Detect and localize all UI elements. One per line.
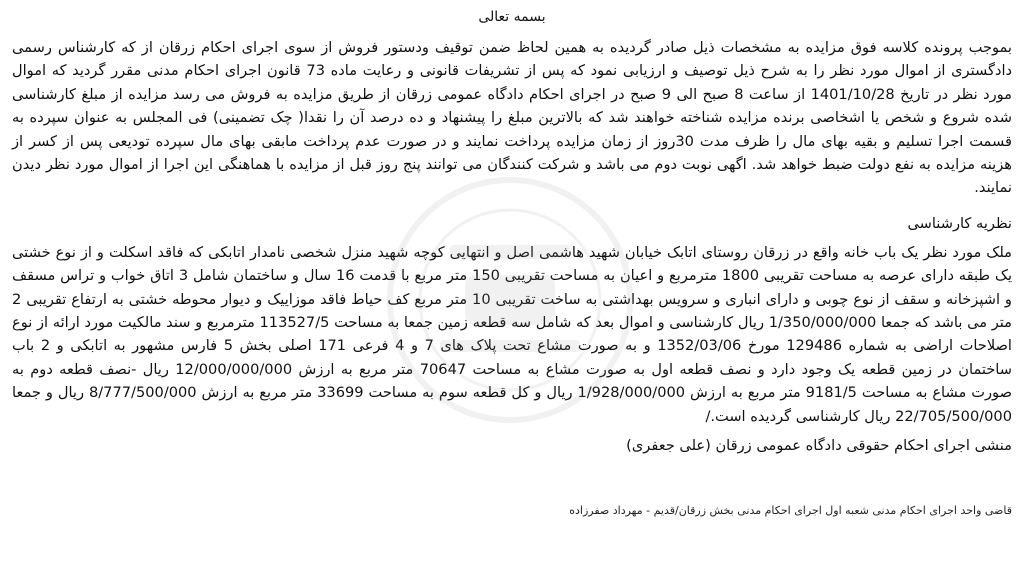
section-title: نظریه کارشناسی — [907, 214, 1012, 232]
document-heading: بسمه تعالی — [478, 9, 546, 25]
secretary-signature-line: منشی اجرای احکام حقوقی دادگاه عمومی زرقان (علی جعفری) — [626, 437, 1012, 455]
footer-judge-line: قاضی واحد اجرای احکام مدنی شعبه اول اجرای احکام مدنی بخش زرقان/قدیم - مهرداد صفرزاده — [569, 504, 1012, 517]
expert-opinion-paragraph: ملک مورد نظر یک باب خانه واقع در زرقان روستای اتابک خیابان شهید هاشمی اصل و انتهایی کوچه شهید منزل شخصی نامدار اتابکی که فاقد اسکلت و از نوع خشتی یک طبقه دارای عرصه به مساحت تقریبی 1800 مترمربع و اعیان به مساحت تقریبی 150 متر مربع با قدمت 16 سال و ساختمان شامل 3 اتاق خواب و تراس مسقف و اشپزخانه و سقف از نوع چوبی و دارای انباری و سرویس بهداشتی به ساخت تقریبی 10 متر مربع کف حیاط فاقد موزاییک و دیوار محوطه خشتی به ارتفاع تقریبی 2 متر می باشد که جمعا 1/350/000/000 ریال کارشناسی و اموال بعد که شامل سه قطعه زمین جمعا به مساحت 113527/5 مترمربع و سند مالکیت مورد ارائه از نوع اصلاحات اراضی به شماره 129486 مورخ 1352/03/06 و به صورت مشاع تحت پلاک های 7 و 4 فرعی 171 اصلی بخش 5 فارس مشهور به اتابکی و 2 باب ساختمان در زمین قطعه یک وجود دارد و نصف قطعه اول به صورت مشاع به مساحت 70647 متر مربع به ارزش 12/000/000/000 ریال -نصف قطعه دوم به صورت مشاع به مساحت 9181/5 متر مربع به ارزش 1/928/000/000 ریال و کل قطعه سوم به مساحت 33699 متر مربع به ارزش 8/777/500/000 ریال و جمعا 22/705/500/000 ریال کارشناسی گردیده است./ — [12, 243, 1013, 425]
intro-paragraph: بموجب پرونده کلاسه فوق مزایده به مشخصات ذیل صادر گردیده به همین لحاظ ضمن توقیف ودستور فروش از سوی اجرای احکام زرقان از که کارشناس رسمی دادگستری از اموال مورد نظر را به شرح ذیل توصیف و ارزیابی نمود که پس از تشریفات قانونی و رعایت ماده 73 قانون اجرای احکام مدنی مقرر گردید که اموال مورد نظر در تاریخ 1401/10/28 از ساعت 8 صبح الی 9 صبح در اجرای احکام دادگاه عمومی زرقان از طریق مزایده به فروش می رسد مزایده از مبلغ کارشناسی شده شروع و شخص یا اشخاصی برنده مزایده شناخته خواهند شد که بالاترین مبلغ را پیشنهاد و ده درصد آن را نقدا( چک تضمینی) فی المجلس به عنوان سپرده به قسمت اجرا تسلیم و بقیه بهای مال را ظرف مدت 30روز از زمان مزایده پرداخت نمایند و در صورت عدم پرداخت مابقی بهای مال سپرده تودیعی پس از کسر از هزینه مزایده به نفع دولت ضبط خواهد شد. اگهی نوبت دوم می باشد و شرکت کنندگان می توانند پنج روز قبل از مزایده با هماهنگی این اجرا از اموال مورد نظر دیدن نمایند. — [12, 39, 1012, 197]
